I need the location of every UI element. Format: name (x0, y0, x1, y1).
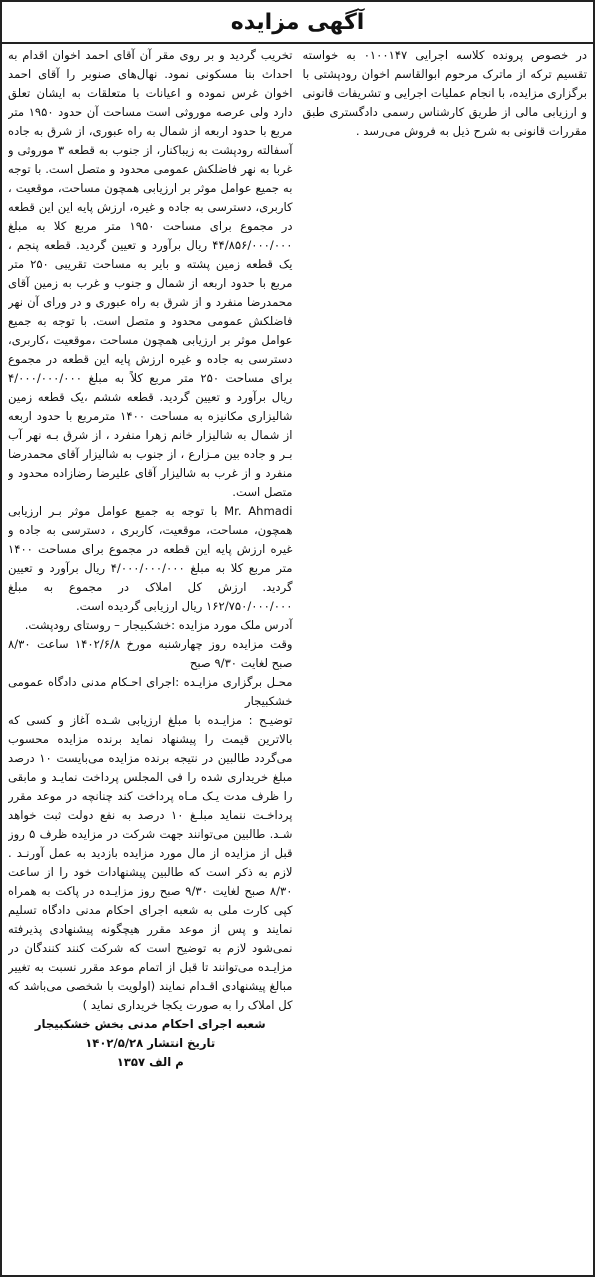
signature-date: تاریخ انتشار ۱۴۰۲/۵/۲۸ (85, 1036, 216, 1050)
right-column (303, 46, 588, 1269)
paragraph: وقت مزایده روز چهارشنبه مورخ ۱۴۰۲/۶/۸ ساعت ۸/۳۰ صبح لغایت ۹/۳۰ صبح (8, 637, 293, 670)
paragraph: آدرس ملک مورد مزایده :خشکبیجار – روستای رودپشت. (24, 618, 293, 632)
page-title: آگهی مزایده (230, 9, 365, 35)
notice-columns (8, 46, 587, 1269)
paragraph: تخریب گردید و بر روی مقر آن آقای احمد اخوان اقدام به احداث بنا مسکونی نمود. نهال‌های صنوبر را آقای احمد اخوان غرس نموده و اعیانات با متعلقات به ایشان تعلق دارد ولی عرصه موروثی است مساحت آن حدود ۱۹۵۰ متر مربع با حدود اربعه از شمال به راه عبوری، از شرق به جاده آسفالته رودپشت به زیباکنار، از جنوب به قطعه ۳ موروثی و غربا به نهر فاضلکش عمومی محدود و متصل است. با توجه به جمیع عوامل موثر بر ارزیابی همچون مساحت، موقعیت ، کاربری، دسترسی به جاده و غیره، ارزش پایه این این قطعه در مجموع برای مساحت ۱۹۵۰ متر مربع کلا به مبلغ ۴۴/۸۵۶/۰۰۰/۰۰۰ ریال برآورد و تعیین گردید. قطعه پنجم ، یک قطعه زمین پشته و بایر به مساحت تقریبی ۲۵۰ متر مربع با حدود اربعه از شمال و جنوب و غرب به زمین آقای محمدرضا منفرد و از شرق به راه عبوری و در ورای آن نهر فاضلکش عمومی محدود و متصل است. با توجه به جمیع عوامل موثر بر ارزیابی همچون مساحت ،موقعیت ،کاربری، دسترسی به جاده و غیره ارزش پایه این قطعه در مجموع برای مساحت ۲۵۰ متر مربع کلاً به مبلغ ۴/۰۰۰/۰۰۰/۰۰۰ ریال برآورد و تعیین گردید. قطعه ششم ،یک قطعه زمین شالیزاری مکانیزه به مساحت ۱۴۰۰ مترمربع با حدود اربعه از شمال به شالیزار خانم زهرا منفرد ، از شرق بـه نهر آب بـر و جاده بین مـزارع ، از جنوب به شالیزار آقای محمدرضا منفرد و از غرب به شالیزار آقای علیرضا رضازاده محدود و متصل است. (8, 48, 293, 499)
paragraph: توضیـح : مزایـده با مبلغ ارزیابی شـده آغاز و کسی که بالاترین قیمت را پیشنهاد نماید برنده مزایده محسوب می‌گردد طالبین در نتیجه برنده مزایده می‌بایست ۱۰ درصد مبلغ خریداری شده را فی المجلس پرداخت نمایـد و مابقی را ظرف مدت یـک مـاه پرداخت کند چنانچه در موعد مقرر پرداخـت ننماید مبلـغ ۱۰ درصد به نفع دولت ثبت خواهد شـد. طالبین می‌توانند جهت شرکت در مزایده ظرف ۵ روز قبل از مزایده از مال مورد مزایده بازدید به عمل آورنـد . لازم به ذکر است که طالبین پیشنهادات خود را از ساعت ۸/۳۰ صبح لغایت ۹/۳۰ صبح روز مزایـده در پاکت به همراه کپی کارت ملی به شعبه اجرای احکام مدنی دادگاه تسلیم نمایند و پس از موعد مقرر هیچگونه پیشنهادی پذیرفته نمی‌شود لازم به توضیح است که شرکت کنند کنندگان در مزایـده می‌توانند تا قبل از اتمام موعد مقرر نسبت به تغییر مبالغ پیشنهادی اقـدام نمایند (اولویت با شخصی می‌باشد که کل املاک را به صورت یکجا خریداری نماید ) (8, 713, 293, 1012)
paragraph: Mr. Ahmadi با توجه به جمیع عوامل موثر بـر ارزیابی همچون، مساحت، موقعیت، کاربری ، دسترسی به جاده و غیره ارزش پایه این قطعه در مجموع برای مساحت ۱۴۰۰ متر مربع کلا به مبلغ ۴/۰۰۰/۰۰۰/۰۰۰ ریال برآورد و تعیین گردید. ارزش کل املاک در مجموع به مبلغ ۱۶۲/۷۵۰/۰۰۰/۰۰۰ ریال ارزیابی گردیده است. (8, 504, 293, 613)
signature-ref: م الف ۱۳۵۷ (116, 1055, 184, 1069)
notice-header (2, 2, 593, 44)
left-column (8, 46, 293, 1269)
paragraph: در خصوص پرونده کلاسه اجرایی ۰۱۰۰۱۴۷ به خواسته تقسیم ترکه از ماترک مرحوم ابوالقاسم اخوان رودپشتی با برگزاری مزایده، با انجام عملیات اجرایی و تشریفات قانونی و ارزیابی مالی از طریق کارشناس رسمی دادگستری طبق مقررات قانونی به شرح ذیل به فروش می‌رسد . (302, 48, 587, 138)
paragraph: محـل برگزاری مزایـده :اجرای احـکام مدنی دادگاه عمومی خشکبیجار (8, 675, 293, 708)
signature-line: شعبه اجرای احکام مدنی بخش خشکبیجار (34, 1017, 266, 1031)
